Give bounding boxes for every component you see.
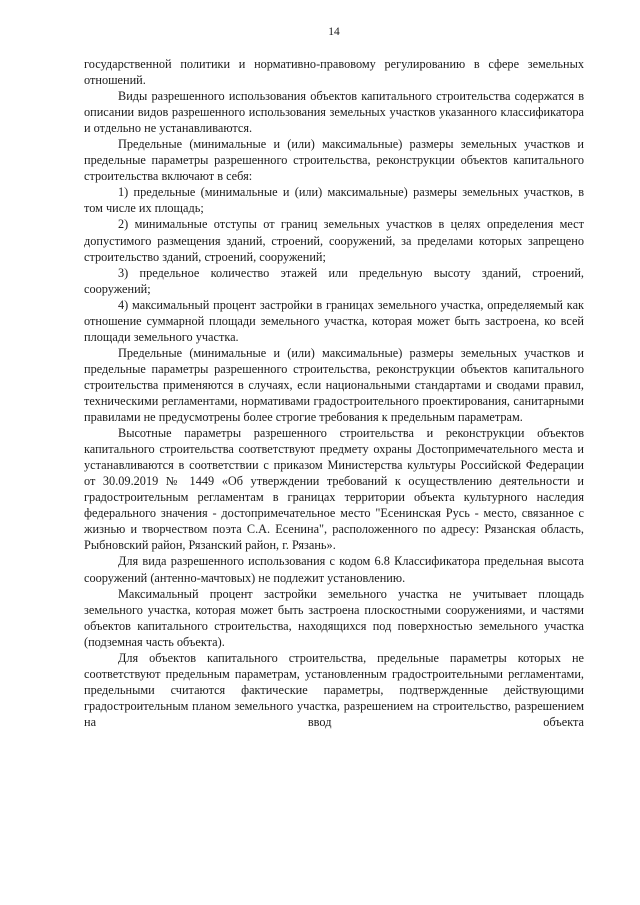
list-item-2: 2) минимальные отступы от границ земельных участков в целях определения мест допустимого размещения зданий, строений, сооружений, за пределами которых запрещено строительство зданий, строений, сооружений; [84, 217, 584, 264]
paragraph-permitted-use: Виды разрешенного использования объектов капитального строительства содержатся в описании видов разрешенного использования земельных участков указанного классификатора и отдельно не устанавливаются. [84, 89, 584, 136]
list-item-3: 3) предельное количество этажей или предельную высоту зданий, строений, сооружений; [84, 265, 584, 296]
paragraph-max-building-percent: Максимальный процент застройки земельного участка не учитывает площадь земельного участка, которая может быть застроена плоскостными сооружениями, и частями объектов капитального строительства, находящихся под поверхностью земельного участка (подземная часть объекта). [84, 586, 584, 649]
list-item-1: 1) предельные (минимальные и (или) максимальные) размеры земельных участков, в том числе их площадь; [84, 185, 584, 216]
paragraph-nonconforming-objects: Для объектов капитального строительства, предельные параметры которых не соответствуют предельным параметрам, установленным градостроительными регламентами, предельными считаются фактические параметры, подтвержденные действующими градостроительным планом земельного участка, разрешением на строительство, разрешением на ввод объекта [84, 650, 584, 729]
page-number: 14 [328, 26, 340, 38]
paragraph-continued: государственной политики и нормативно-правовому регулированию в сфере земельных отношений. [84, 57, 584, 88]
document-body [84, 56, 584, 730]
paragraph-height-parameters: Высотные параметры разрешенного строительства и реконструкции объектов капитального строительства соответствуют предмету охраны Достопримечательного места и устанавливаются в соответствии с приказом Министерства культуры Российской Федерации от 30.09.2019 № 1449 «Об утверждении требований к осуществлению деятельности и градостроительным регламентам в границах территории объекта культурного наследия федерального значения - достопримечательное место "Есенинская Русь - место, связанное с жизнью и творчеством поэта С.А. Есенина", расположенного по адресу: Рязанская область, Рыбновский район, Рязанский район, г. Рязань». [84, 426, 584, 553]
paragraph-limit-sizes-intro: Предельные (минимальные и (или) максимальные) размеры земельных участков и предельные параметры разрешенного строительства, реконструкции объектов капитального строительства включают в себя: [84, 137, 584, 184]
list-item-4: 4) максимальный процент застройки в границах земельного участка, определяемый как отношение суммарной площади земельного участка, которая может быть застроена, ко всей площади земельного участка. [84, 297, 584, 344]
paragraph-limit-sizes-application: Предельные (минимальные и (или) максимальные) размеры земельных участков и предельные параметры разрешенного строительства, реконструкции объектов капитального строительства применяются в случаях, если национальными стандартами и сводами правил, техническими регламентами, нормативами градостроительного проектирования, санитарными правилами не предусмотрены более строгие требования к предельным параметрам. [84, 345, 584, 425]
paragraph-code-6-8: Для вида разрешенного использования с кодом 6.8 Классификатора предельная высота сооружений (антенно-мачтовых) не подлежит установлению. [84, 554, 584, 585]
